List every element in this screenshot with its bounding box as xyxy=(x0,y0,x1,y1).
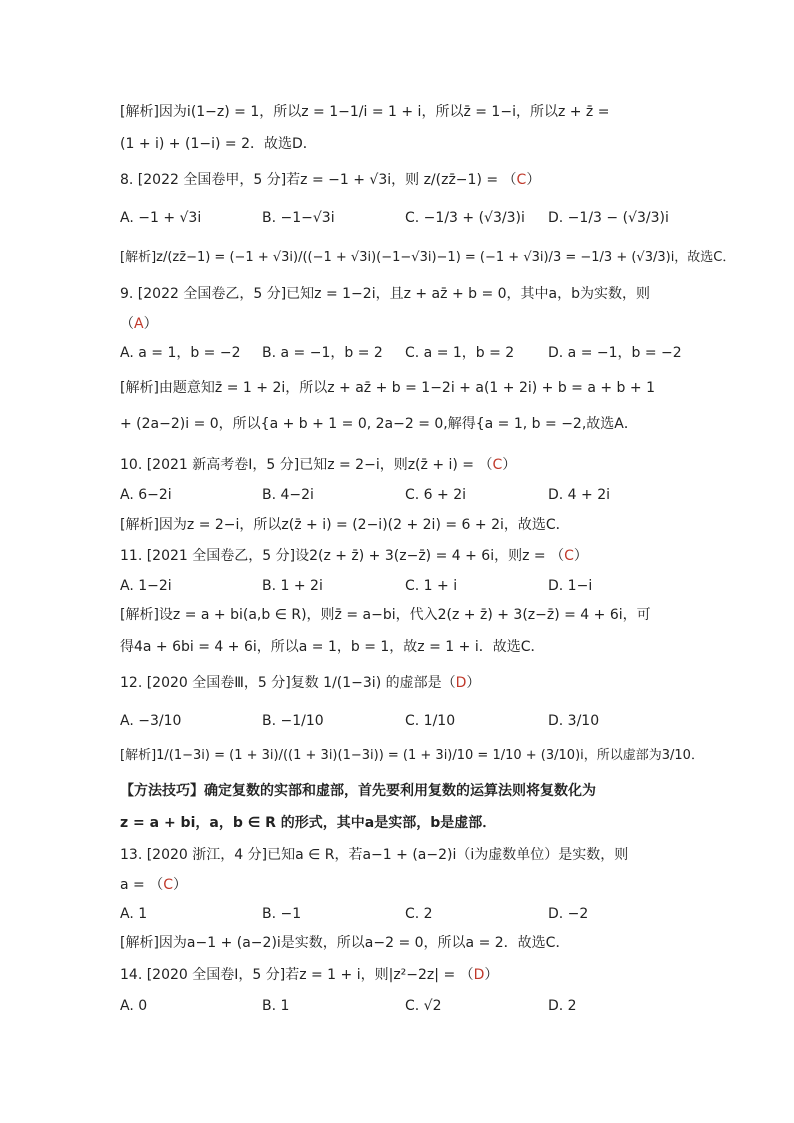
method-tip-line2: z = a + bi，a，b ∈ R 的形式，其中a是实部，b是虚部． xyxy=(120,815,497,831)
q12-option-b: B. −1/10 xyxy=(262,713,324,729)
analysis-13: [解析]因为a−1 + (a−2)i是实数，所以a−2 = 0，所以a = 2．故选C． xyxy=(120,935,570,951)
question-13-stem: 13. [2020 浙江，4 分]已知a ∈ R，若a−1 + (a−2)i（i为虚数单位）是实数，则 xyxy=(120,847,629,863)
q9-option-c: C. a = 1，b = 2 xyxy=(405,345,515,361)
q11-option-d: D. 1−i xyxy=(548,578,593,594)
q11-option-a: A. 1−2i xyxy=(120,578,172,594)
q12-option-c: C. 1/10 xyxy=(405,713,456,729)
q10-option-a: A. 6−2i xyxy=(120,487,172,503)
answer-14: D xyxy=(473,967,485,983)
question-9-stem-cont: （A） xyxy=(120,316,158,332)
q8-option-c: C. −1/3 + (√3/3)i xyxy=(405,210,525,226)
question-8-stem: 8. [2022 全国卷甲，5 分]若z = −1 + √3i，则 z/(zz̄−1) = （C） xyxy=(120,172,541,188)
q10-option-b: B. 4−2i xyxy=(262,487,314,503)
q11-option-b: B. 1 + 2i xyxy=(262,578,323,594)
analysis-11-line2: 得4a + 6bi = 4 + 6i，所以a = 1，b = 1，故z = 1 + i．故选C． xyxy=(120,639,545,655)
q9-option-d: D. a = −1，b = −2 xyxy=(548,345,682,361)
answer-11: C xyxy=(564,548,574,564)
answer-9: A xyxy=(134,316,144,332)
q12-option-a: A. −3/10 xyxy=(120,713,182,729)
q14-option-b: B. 1 xyxy=(262,998,290,1014)
q14-option-c: C. √2 xyxy=(405,998,442,1014)
analysis-prev-line1: [解析]因为i(1−z) = 1，所以z = 1−1/i = 1 + i，所以z̄ = 1−i，所以z + z̄ = xyxy=(120,104,610,120)
analysis-9-line2: + (2a−2)i = 0，所以{a + b + 1 = 0, 2a−2 = 0,解得{a = 1, b = −2,故选A． xyxy=(120,416,638,432)
q11-option-c: C. 1 + i xyxy=(405,578,458,594)
method-tip-line1: 【方法技巧】确定复数的实部和虚部，首先要利用复数的运算法则将复数化为 xyxy=(120,783,596,799)
answer-13: C xyxy=(163,877,173,893)
analysis-10: [解析]因为z = 2−i，所以z(z̄ + i) = (2−i)(2 + 2i) = 6 + 2i，故选C． xyxy=(120,517,570,533)
answer-10: C xyxy=(492,457,503,473)
analysis-11-line1: [解析]设z = a + bi(a,b ∈ R)，则z̄ = a−bi，代入2(z + z̄) + 3(z−z̄) = 4 + 6i，可 xyxy=(120,607,651,623)
q10-option-d: D. 4 + 2i xyxy=(548,487,611,503)
q13-option-b: B. −1 xyxy=(262,906,302,922)
question-13-stem-cont: a = （C） xyxy=(120,877,187,893)
q8-option-b: B. −1−√3i xyxy=(262,210,335,226)
q13-option-d: D. −2 xyxy=(548,906,589,922)
analysis-9-line1: [解析]由题意知z̄ = 1 + 2i，所以z + az̄ + b = 1−2i + a(1 + 2i) + b = a + b + 1 xyxy=(120,380,655,396)
q13-option-a: A. 1 xyxy=(120,906,148,922)
q12-option-d: D. 3/10 xyxy=(548,713,600,729)
q14-option-d: D. 2 xyxy=(548,998,577,1014)
q13-option-c: C. 2 xyxy=(405,906,433,922)
question-14-stem: 14. [2020 全国卷Ⅰ，5 分]若z = 1 + i，则|z²−2z| = （D） xyxy=(120,967,499,983)
answer-12: D xyxy=(455,675,467,691)
q9-option-a: A. a = 1，b = −2 xyxy=(120,345,241,361)
q10-option-c: C. 6 + 2i xyxy=(405,487,467,503)
q8-option-d: D. −1/3 − (√3/3)i xyxy=(548,210,669,226)
question-9-stem: 9. [2022 全国卷乙，5 分]已知z = 1−2i，且z + az̄ + b = 0，其中a，b为实数，则 xyxy=(120,286,651,302)
q9-option-b: B. a = −1，b = 2 xyxy=(262,345,383,361)
question-11-stem: 11. [2021 全国卷乙，5 分]设2(z + z̄) + 3(z−z̄) = 4 + 6i，则z = （C） xyxy=(120,548,588,564)
question-12-stem: 12. [2020 全国卷Ⅲ，5 分]复数 1/(1−3i) 的虚部是（D） xyxy=(120,675,481,691)
answer-8: C xyxy=(516,172,527,188)
analysis-12: [解析]1/(1−3i) = (1 + 3i)/((1 + 3i)(1−3i)) = (1 + 3i)/10 = 1/10 + (3/10)i，所以虚部为3/10． xyxy=(120,748,704,763)
question-10-stem: 10. [2021 新高考卷Ⅰ，5 分]已知z = 2−i，则z(z̄ + i) = （C） xyxy=(120,457,517,473)
q8-option-a: A. −1 + √3i xyxy=(120,210,202,226)
q14-option-a: A. 0 xyxy=(120,998,148,1014)
analysis-8: [解析]z/(zz̄−1) = (−1 + √3i)/((−1 + √3i)(−1−√3i)−1) = (−1 + √3i)/3 = −1/3 + (√3/3)i，故选C． xyxy=(120,250,736,265)
analysis-prev-line2: (1 + i) + (1−i) = 2．故选D． xyxy=(120,136,317,152)
